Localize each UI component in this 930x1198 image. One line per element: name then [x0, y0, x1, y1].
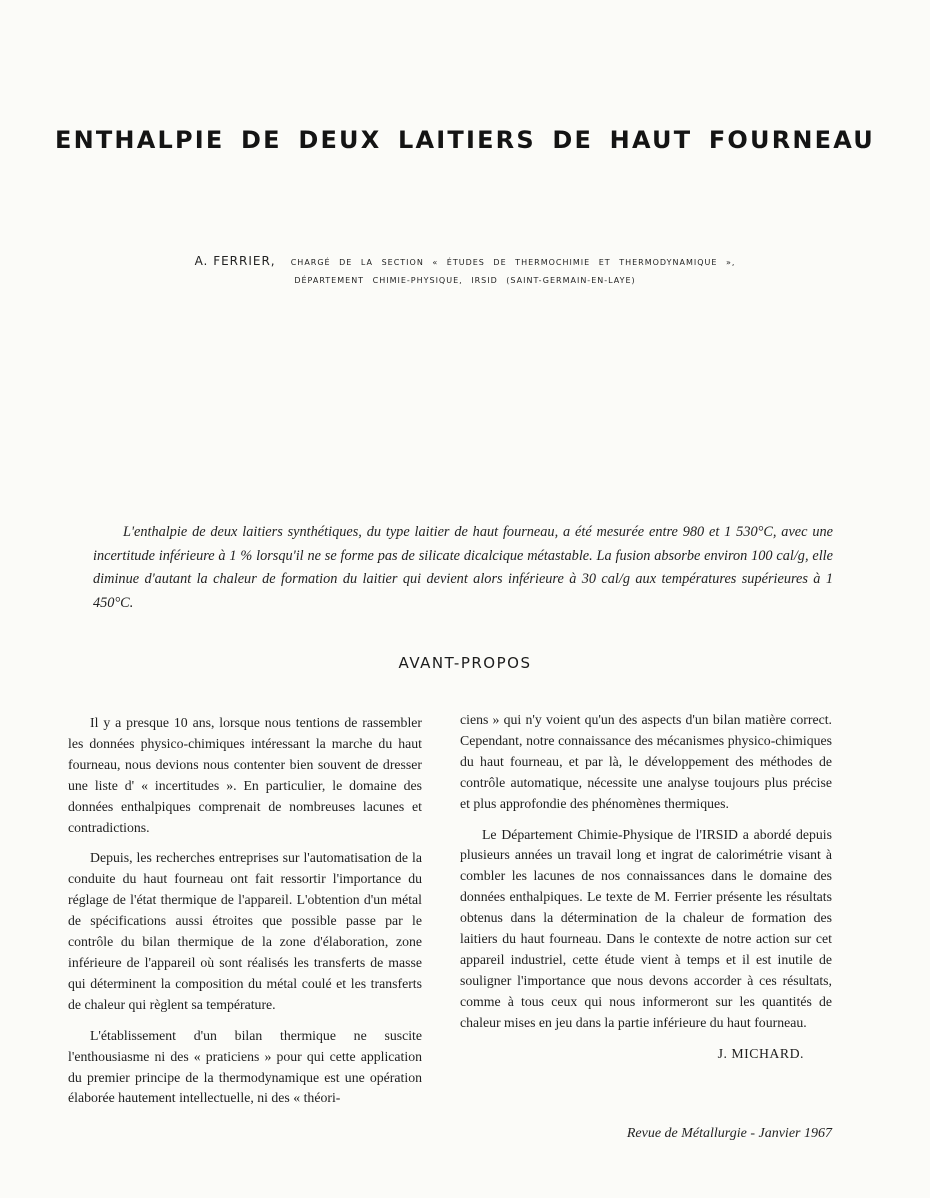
- left-paragraph-1: Il y a presque 10 ans, lorsque nous tentions de rassembler les données physico-chimiques intéressant la marche du haut fourneau, nous devions nous contenter bien souvent de dresser une liste d' « incertitudes ». En particulier, le domaine des données enthalpiques comprenait de nombreuses lacunes et contradictions.: [68, 715, 422, 835]
- left-paragraph-3: L'établissement d'un bilan thermique ne suscite l'enthousiasme ni des « praticiens » pour qui cette application du premier principe de la thermodynamique est une opération élaborée hautement intellectuelle, ni des « théori-: [68, 1027, 422, 1106]
- left-column: [68, 713, 422, 1119]
- author-block: [0, 250, 930, 286]
- left-paragraph-2: Depuis, les recherches entreprises sur l'automatisation de la conduite du haut fourneau ont fait ressortir l'importance du réglage de l'état thermique de l'appareil. L'obtention d'un métal de spécifications aussi étroites que possible passe par le contrôle du bilan thermique de la zone d'élaboration, zone inférieure de l'appareil où sont réalisés les transferts de masse qui déterminent la composition du métal coulé et les transferts de chaleur qui règlent sa température.: [68, 850, 422, 1012]
- section-heading: AVANT-PROPOS: [398, 654, 532, 672]
- journal-footer: Revue de Métallurgie - Janvier 1967: [626, 1126, 832, 1141]
- author-line-1: [0, 250, 930, 268]
- author-affiliation-1: CHARGÉ DE LA SECTION « ÉTUDES DE THERMOCHIMIE ET THERMODYNAMIQUE »,: [290, 258, 736, 267]
- signature: J. MICHARD.: [717, 1045, 804, 1061]
- article-title: ENTHALPIE DE DEUX LAITIERS DE HAUT FOURNEAU: [54, 126, 875, 154]
- right-paragraph-1: ciens » qui n'y voient qu'un des aspects d'un bilan matière correct. Cependant, notre connaissance des mécanismes physico-chimiques du haut fourneau, et par là, le développement des méthodes de contrôle automatique, nécessite une analyse toujours plus précise et plus approfondie des phénomènes thermiques.: [460, 712, 832, 811]
- right-column: [460, 710, 832, 1065]
- author-name: A. FERRIER,: [194, 254, 276, 268]
- right-paragraph-2: Le Département Chimie-Physique de l'IRSID a abordé depuis plusieurs années un travail long et ingrat de calorimétrie visant à combler les lacunes de nos connaissances dans le domaine des données enthalpiques. Le texte de M. Ferrier présente les résultats obtenus dans la détermination de la chaleur de formation des laitiers du haut fourneau. Dans le contexte de notre action sur cet appareil industriel, cette étude vient à temps et il est inutile de souligner l'importance que nous devons accorder à ces résultats, comme à tous ceux qui nous informeront sur les quantités de chaleur mises en jeu dans la partie inférieure du haut fourneau.: [460, 826, 832, 1030]
- author-affiliation-2: DÉPARTEMENT CHIMIE-PHYSIQUE, IRSID (SAINT-GERMAIN-EN-LAYE): [294, 276, 636, 285]
- author-line-2: [0, 268, 930, 286]
- abstract: L'enthalpie de deux laitiers synthétiques, du type laitier de haut fourneau, a été mesurée entre 980 et 1 530°C, avec une incertitude inférieure à 1 % lorsqu'il ne se forme pas de silicate dicalcique métastable. La fusion absorbe environ 100 cal/g, elle diminue d'autant la chaleur de formation du laitier qui devient alors inférieure à 30 cal/g aux températures supérieures à 1 450°C.: [93, 524, 833, 612]
